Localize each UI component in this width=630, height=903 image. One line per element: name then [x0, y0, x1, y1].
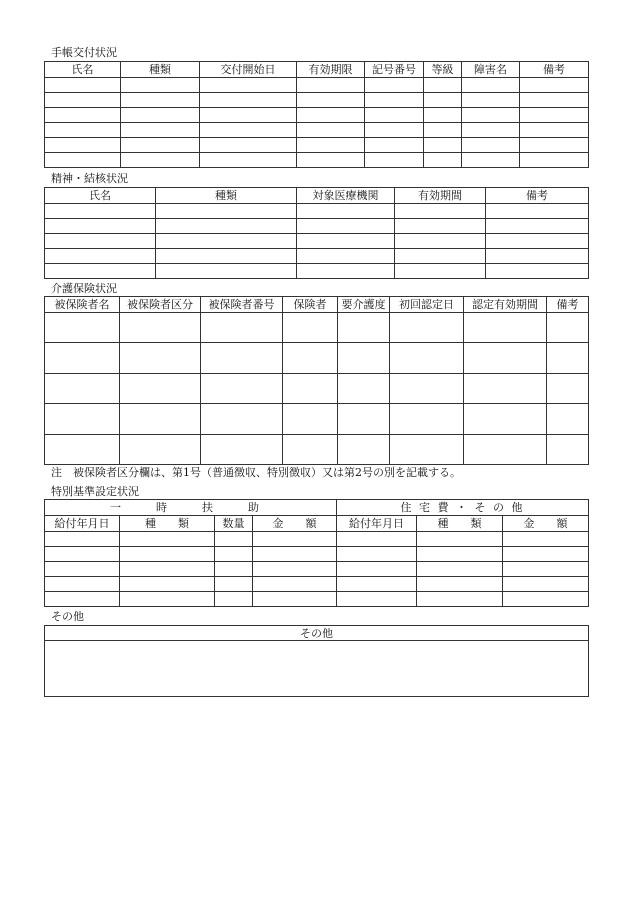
techo-table: [44, 61, 589, 168]
table-row: [45, 532, 589, 547]
table-row: [45, 78, 589, 93]
section-title-kaigo: 介護保険状況: [51, 282, 117, 295]
header-medical-institution: 対象医療機関: [297, 188, 395, 204]
section-title-techo: 手帳交付状況: [51, 46, 117, 59]
table-row: [45, 313, 589, 343]
header-insured-name: 被保険者名: [45, 297, 120, 313]
header-payment-date: 給付年月日: [45, 516, 120, 532]
table-row: [45, 204, 589, 219]
table-row: [45, 264, 589, 279]
header-name: 氏名: [45, 62, 121, 78]
header-amount: 金 額: [253, 516, 337, 532]
header-care-level: 要介護度: [338, 297, 390, 313]
sonota-table: [44, 625, 589, 697]
header-remarks: 備考: [547, 297, 589, 313]
kaigo-note: 注 被保険者区分欄は、第1号（普通徴収、特別徴収）又は第2号の別を記載する。: [51, 466, 461, 479]
section-title-seishin: 精神・結核状況: [51, 172, 128, 185]
header-payment-date-2: 給付年月日: [337, 516, 417, 532]
header-code-number: 記号番号: [365, 62, 424, 78]
table-row: [45, 592, 589, 607]
table-row: [45, 219, 589, 234]
header-type: 種 類: [120, 516, 215, 532]
group-header-temporary-aid: 一 時 扶 助: [45, 500, 337, 516]
table-row: [45, 343, 589, 374]
table-row: [45, 435, 589, 465]
header-type: 種類: [121, 62, 200, 78]
tokubetsu-table: [44, 499, 589, 607]
section-title-sonota: その他: [51, 610, 84, 623]
header-remarks: 備考: [486, 188, 589, 204]
kaigo-table: [44, 296, 589, 465]
table-row: [45, 404, 589, 435]
table-row: [45, 547, 589, 562]
header-name: 氏名: [45, 188, 156, 204]
table-row: [45, 641, 589, 697]
header-insurer: 保険者: [283, 297, 338, 313]
seishin-table: [44, 187, 589, 279]
table-row: [45, 138, 589, 153]
table-row: [45, 577, 589, 592]
header-quantity: 数量: [215, 516, 253, 532]
header-valid-period: 有効期間: [395, 188, 486, 204]
header-type-2: 種 類: [417, 516, 503, 532]
header-other: その他: [45, 626, 589, 641]
header-amount-2: 金 額: [503, 516, 589, 532]
header-issue-date: 交付開始日: [200, 62, 297, 78]
header-grade: 等級: [424, 62, 462, 78]
section-title-tokubetsu: 特別基準設定状況: [51, 485, 139, 498]
header-type: 種類: [156, 188, 297, 204]
table-row: [45, 249, 589, 264]
table-row: [45, 234, 589, 249]
table-row: [45, 562, 589, 577]
table-row: [45, 123, 589, 138]
header-insured-number: 被保険者番号: [201, 297, 283, 313]
group-header-housing-other: 住 宅 費 ・ そ の 他: [337, 500, 589, 516]
header-remarks: 備考: [520, 62, 589, 78]
header-first-cert-date: 初回認定日: [390, 297, 464, 313]
header-cert-valid-period: 認定有効期間: [464, 297, 547, 313]
header-disability: 障害名: [462, 62, 520, 78]
table-row: [45, 374, 589, 404]
table-row: [45, 108, 589, 123]
table-row: [45, 93, 589, 108]
header-expiry: 有効期限: [297, 62, 365, 78]
header-insured-category: 被保険者区分: [120, 297, 201, 313]
table-row: [45, 153, 589, 168]
